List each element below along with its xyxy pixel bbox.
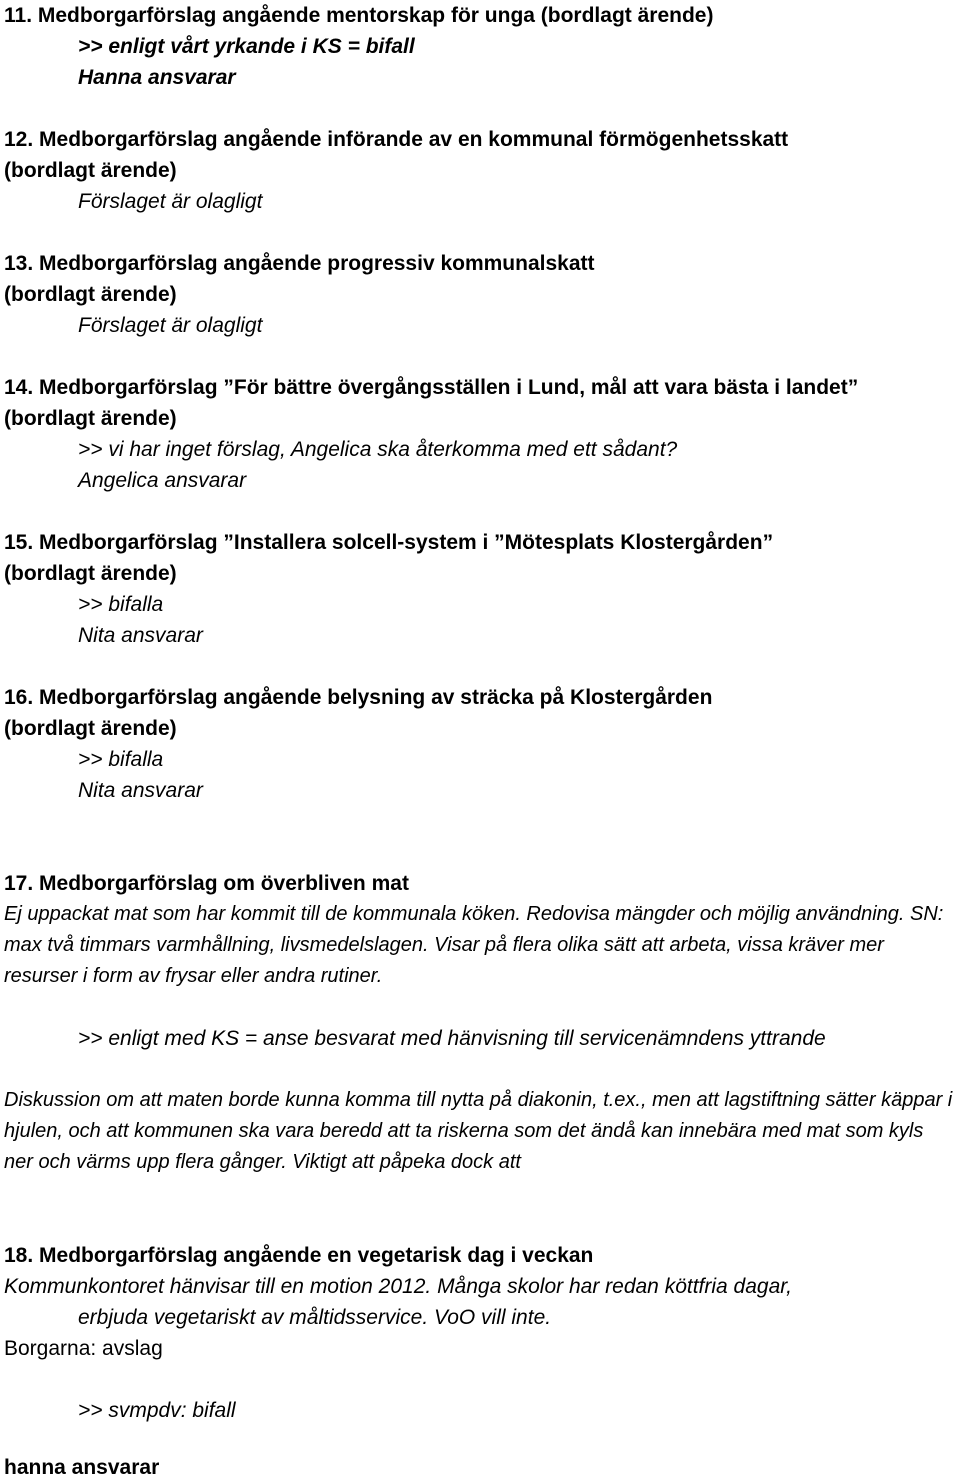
item-13-title: 13. Medborgarförslag angående progressiv kommunalskatt bbox=[4, 252, 595, 275]
item-15-status: (bordlagt ärende) bbox=[4, 562, 177, 585]
item-17-decision: >> enligt med KS = anse besvarat med hänvisning till servicenämndens yttrande bbox=[78, 1027, 826, 1050]
item-11-responsible: Hanna ansvarar bbox=[78, 66, 236, 89]
item-11-title: 11. Medborgarförslag angående mentorskap för unga (bordlagt ärende) bbox=[4, 4, 714, 27]
item-15-responsible: Nita ansvarar bbox=[78, 624, 203, 647]
item-17-discussion: Diskussion om att maten borde kunna komma till nytta på diakonin, t.ex., men att lagstiftning sätter käppar i hjulen, och att kommunen ska vara beredd att ta riskerna som det ändå kan innebära med mat som kyls ner och värms upp flera gånger. Viktigt att påpeka dock att bbox=[4, 1089, 953, 1173]
item-14-responsible: Angelica ansvarar bbox=[78, 469, 247, 492]
item-18-decision: >> svmpdv: bifall bbox=[78, 1399, 236, 1422]
item-15-title: 15. Medborgarförslag ”Installera solcell-system i ”Mötesplats Klostergården” bbox=[4, 531, 774, 554]
item-18-note-continued: erbjuda vegetariskt av måltidsservice. VoO vill inte. bbox=[78, 1306, 552, 1329]
item-12-title: 12. Medborgarförslag angående införande av en kommunal förmögenhetsskatt bbox=[4, 128, 789, 151]
item-18-responsible: hanna ansvarar bbox=[4, 1456, 160, 1479]
item-17-title: 17. Medborgarförslag om överbliven mat bbox=[4, 872, 409, 895]
item-18-title: 18. Medborgarförslag angående en vegetarisk dag i veckan bbox=[4, 1244, 594, 1267]
item-13-decision: Förslaget är olagligt bbox=[78, 314, 263, 337]
item-18-note: Kommunkontoret hänvisar till en motion 2012. Många skolor har redan köttfria dagar, bbox=[4, 1275, 792, 1298]
item-13-status: (bordlagt ärende) bbox=[4, 283, 177, 306]
item-18-opposition: Borgarna: avslag bbox=[4, 1337, 163, 1360]
item-14-status: (bordlagt ärende) bbox=[4, 407, 177, 430]
item-11-decision: >> enligt vårt yrkande i KS = bifall bbox=[78, 35, 415, 58]
item-16-responsible: Nita ansvarar bbox=[78, 779, 203, 802]
item-14-decision: >> vi har inget förslag, Angelica ska återkomma med ett sådant? bbox=[78, 438, 678, 461]
item-16-title: 16. Medborgarförslag angående belysning av sträcka på Klostergården bbox=[4, 686, 713, 709]
item-15-decision: >> bifalla bbox=[78, 593, 164, 616]
item-17-description: Ej uppackat mat som har kommit till de kommunala köken. Redovisa mängder och möjlig användning. SN: max två timmars varmhållning, livsmedelslagen. Visar på flera olika sätt att arbeta, vissa kräver mer resurser i form av frysar eller andra rutiner. bbox=[4, 903, 944, 987]
item-16-decision: >> bifalla bbox=[78, 748, 164, 771]
item-16-status: (bordlagt ärende) bbox=[4, 717, 177, 740]
item-12-decision: Förslaget är olagligt bbox=[78, 190, 263, 213]
item-12-status: (bordlagt ärende) bbox=[4, 159, 177, 182]
item-14-title: 14. Medborgarförslag ”För bättre övergångsställen i Lund, mål att vara bästa i landet” bbox=[4, 376, 859, 399]
